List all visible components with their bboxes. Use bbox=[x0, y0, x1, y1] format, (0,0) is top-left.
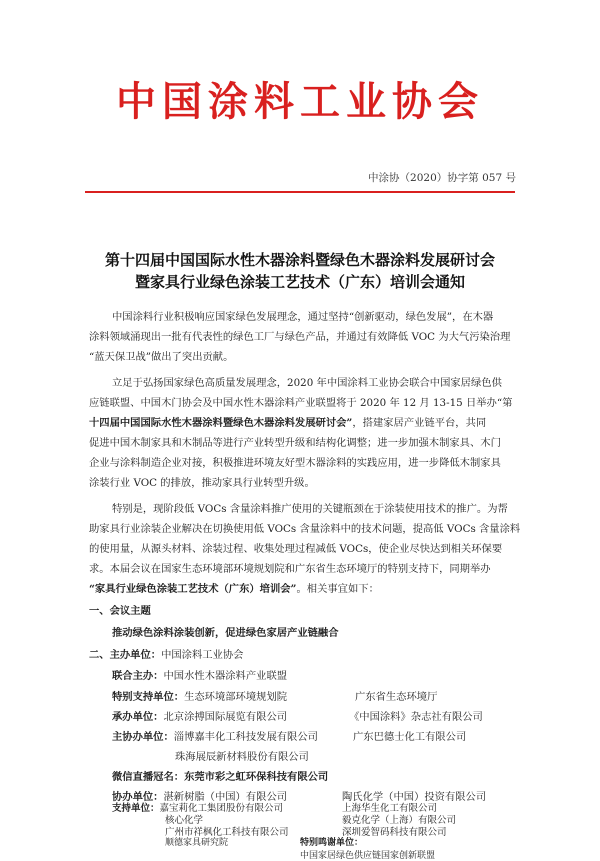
document-number: 中涂协（2020）协字第 057 号 bbox=[368, 172, 516, 184]
seminar-name-bold: 十四届中国国际水性木器涂料暨绿色木器涂料发展研讨会” bbox=[89, 417, 353, 429]
co-organizer-value-3: 珠海展辰新材料股份有限公司 bbox=[175, 751, 309, 763]
paragraph-2-line: 立足于弘扬国家绿色高质量发展理念，2020 年中国涂料工业协会联合中国家居绿色供 bbox=[112, 377, 502, 389]
co-host-label: 联合主办： bbox=[112, 670, 164, 682]
organizer-value-2: 《中国涂料》杂志社有限公司 bbox=[349, 711, 483, 723]
paragraph-2-line: 企业与涂料制造企业对接，积极推进环境友好型木器涂料的实践应用，进一步降低木制家具 bbox=[89, 457, 501, 469]
paragraph-2-line: 应链联盟、中国木门协会及中国水性木器涂料产业联盟将于 2020 年 12 月 13-15 日举办“第 bbox=[89, 397, 513, 409]
assisting-unit-value: 湛新树脂（中国）有限公司 bbox=[163, 791, 288, 803]
paragraph-3-line: 特别是，现阶段低 VOCs 含量涂料推广使用的关键瓶颈在于涂装使用技术的推广。为帮 bbox=[112, 503, 508, 515]
supporting-unit-value-7: 顺德家具研究院 bbox=[165, 838, 229, 848]
header-divider bbox=[85, 191, 515, 193]
supporting-unit-label: 支持单位： bbox=[112, 803, 160, 814]
assisting-unit-label: 协办单位： bbox=[112, 791, 164, 803]
supporting-unit-value-6: 深圳爱智码科技有限公司 bbox=[342, 827, 447, 838]
paragraph-3-text: 。相关事宜如下： bbox=[296, 583, 379, 595]
assisting-unit-value-2: 陶氏化学（中国）投资有限公司 bbox=[342, 791, 487, 803]
training-name-bold: “家具行业绿色涂装工艺技术（广东）培训会” bbox=[89, 583, 297, 595]
co-host-row bbox=[112, 667, 287, 682]
paragraph-2-line: 涂装行业 VOC 的排放，推动家具行业转型升级。 bbox=[89, 477, 315, 489]
paragraph-1-line: 中国涂料行业积极响应国家绿色发展理念，通过坚持“创新驱动，绿色发展”，在木器 bbox=[112, 311, 494, 323]
special-thanks-label: 特别鸣谢单位： bbox=[300, 838, 364, 848]
special-thanks-value: 中国家居绿色供应链国家创新联盟 bbox=[300, 851, 436, 861]
paragraph-2-line bbox=[89, 414, 486, 429]
live-stream-sponsor-value: 东莞市彩之虹环保科技有限公司 bbox=[184, 771, 329, 783]
notice-title-line-2: 暨家具行业绿色涂装工艺技术（广东）培训会通知 bbox=[134, 273, 465, 291]
paragraph-2-text: ，搭建家居产业链平台，共同 bbox=[352, 417, 487, 429]
supporting-unit-value-5: 广州市祥枫化工科技有限公司 bbox=[165, 827, 289, 838]
paragraph-3-line bbox=[89, 580, 379, 595]
organizer-label: 承办单位： bbox=[112, 711, 164, 723]
supporting-unit-value-2: 上海华生化工有限公司 bbox=[342, 803, 438, 814]
paragraph-3-line: 助家具行业涂装企业解决在切换使用低 VOCs 含量涂料中的技术问题，提高低 VOCs 含量涂料 bbox=[89, 523, 521, 535]
co-organizer-label: 主协办单位： bbox=[112, 731, 174, 743]
supporting-unit-value: 嘉宝莉化工集团股份有限公司 bbox=[159, 803, 284, 814]
paragraph-2-line: 促进中国木制家具和木制品等进行产业转型升级和结构化调整；进一步加强木制家具、木门 bbox=[89, 437, 501, 449]
special-support-value-2: 广东省生态环境厅 bbox=[355, 691, 438, 703]
organizer-row bbox=[112, 708, 287, 723]
notice-title-line-1: 第十四届中国国际水性木器涂料暨绿色木器涂料发展研讨会 bbox=[104, 251, 495, 269]
organizer-value: 北京涂搏国际展览有限公司 bbox=[163, 711, 288, 723]
live-stream-sponsor-label: 微信直播冠名： bbox=[112, 771, 185, 783]
co-host-value: 中国水性木器涂料产业联盟 bbox=[163, 670, 288, 682]
co-organizer-value-2: 广东巴德士化工有限公司 bbox=[353, 731, 467, 743]
special-support-label: 特别支持单位： bbox=[112, 691, 185, 703]
paragraph-3-line: 求。本届会议在国家生态环境部环境规划院和广东省生态环境厅的特别支持下，同期举办 bbox=[89, 563, 491, 575]
co-organizer-value: 淄博嘉丰化工科技发展有限公司 bbox=[173, 731, 318, 743]
section-2-row bbox=[89, 646, 243, 661]
live-stream-sponsor-row bbox=[112, 768, 328, 783]
special-support-value: 生态环境部环境规划院 bbox=[184, 691, 288, 703]
co-organizer-row bbox=[112, 728, 318, 743]
paragraph-1-line: “蓝天保卫战”做出了突出贡献。 bbox=[89, 351, 234, 363]
paragraph-1-line: 涂料领域涌现出一批有代表性的绿色工厂与绿色产品，并通过有效降低 VOC 为大气污染治理 bbox=[89, 331, 511, 343]
special-thanks-row bbox=[300, 835, 435, 861]
section-1-heading: 一、会议主题 bbox=[89, 605, 151, 617]
host-organization: 中国涂料工业协会 bbox=[161, 649, 244, 661]
section-2-heading: 二、主办单位： bbox=[89, 649, 162, 661]
association-masthead: 中国涂料工业协会 bbox=[116, 79, 484, 125]
supporting-unit-value-4: 毅克化学（上海）有限公司 bbox=[342, 815, 457, 826]
supporting-unit-value-3: 核心化学 bbox=[165, 815, 204, 826]
paragraph-3-line: 的使用量，从源头材料、涂装过程、收集处理过程减低 VOCs，使企业尽快达到相关环保要 bbox=[89, 543, 503, 555]
meeting-theme: 推动绿色涂料涂装创新，促进绿色家居产业链融合 bbox=[112, 627, 339, 639]
special-support-row bbox=[112, 688, 287, 703]
